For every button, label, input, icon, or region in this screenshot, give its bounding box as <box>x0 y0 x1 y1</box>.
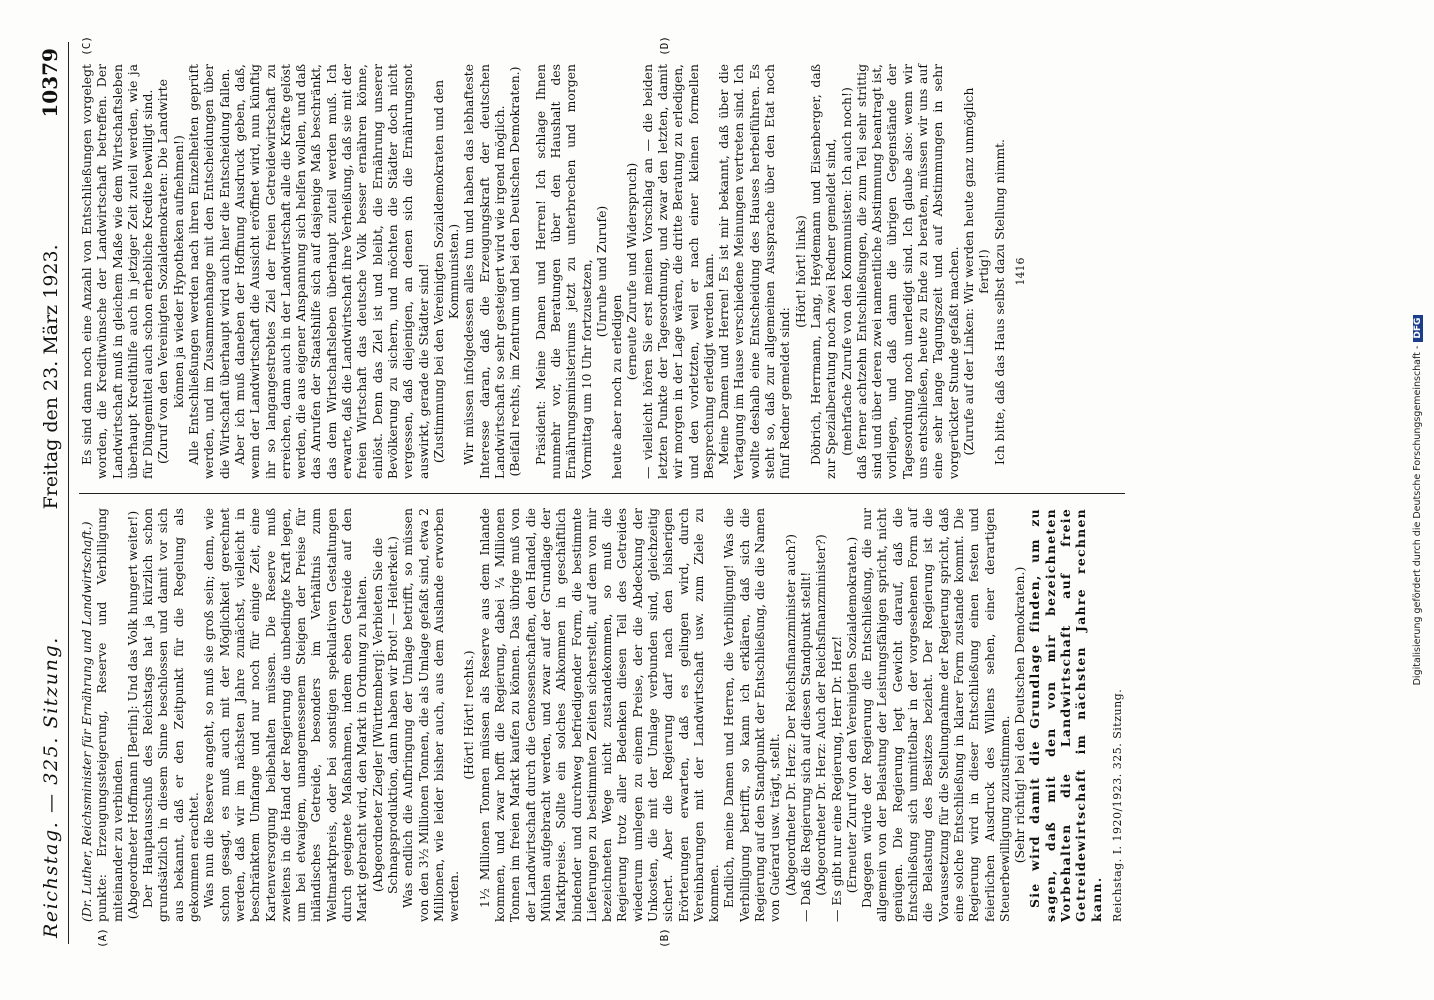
page-header <box>38 42 69 944</box>
margin-mark-d: (D) <box>658 36 671 56</box>
header-left: Reichstag. — 325. Sitzung. <box>40 636 62 938</box>
interjection: (Abgeordneter Hoffmann [Berlin]: Und das Volk hungert weiter!) <box>124 510 140 920</box>
right-column <box>79 36 1125 493</box>
paragraph: — Es gibt nur eine Regierung, Herr Dr. Herz! <box>828 635 844 922</box>
paragraph: Döbrich, Herrmann, Lang, Heydemann und Eisenberger, daß zur Spezialberatung noch zwei Redner gemeldet sind, <box>807 64 839 479</box>
paragraph: Alle Entschließungen werden nach ihren Einzelheiten geprüft werden, und im Zusammenhange mit den Entscheidungen über die Wirtschaft überhaupt wird auch hier die Entscheidung fallen. <box>186 64 232 479</box>
paragraph: Dagegen würde der Regierung die Entschließung, die nur allgemein von der Belastung der Leistungsfähigen spricht, nicht genügen. Die Regierung legt Gewicht darauf, daß die Entschließung sich unmittelbar in der vorgesehenen Form auf die Belastung des Besitzes bezieht. Der Regierung ist die Voraussetzung für die Stellungnahme der Regierung spricht, daß eine solche Entschließung in klarer Form zustande kommt. Die Regierung wird in dieser Entschließung einen festen und feierlichen Ausdruck des Willens sehen, einer derartigen Steuerbewilligung zuzustimmen. <box>859 508 1012 922</box>
paragraph: Es sind dann noch eine Anzahl von Entschließungen vorgelegt worden, die Kreditwünsche der Landwirtschaft betreffen. Der Landwirtschaft muß in gleichem Maße wie dem Wirtschaftsleben überhaupt Kredithilfe auch in jetziger Zeit zuteil werden, wie ja für Düngemittel auch schon erhebliche Kredite bewilligt sind. <box>79 64 156 479</box>
interjection: (Sehr richtig! bei den Deutschen Demokraten.) <box>1012 566 1028 864</box>
interjection: (Abgeordneter Dr. Herz: Auch der Reichsfinanzminister?) <box>813 534 829 896</box>
paragraph: 1½ Millionen Tonnen müssen als Reserve aus dem Inlande kommen, und zwar hofft die Regierung, dabei ¼ Millionen Tonnen im freien Markt kaufen zu können. Das übrige muß von der Landwirtschaft durch die Genossenschaften, den Handel, die Mühlen aufgebracht werden, und zwar auf der Grundlage der Marktpreise. Sollte ein solches Abkommen in geschäftlich bindender und durchweg befriedigender Form, die bestimmte Lieferungen zu bestimmten Zeiten sicherstellt, auf dem von mir bezeichneten Wege nicht zustandekommen, so muß die Regierung trotz aller Bedenken diesen Teil des Getreides wiederum umlegen zu einem Preise, der die Abdeckung der Unkosten, die mit der Umlage verbunden sind, gleichzeitig sichert. Aber die Regierung darf nach den bisherigen Erörterungen erwarten, daß es gelingen wird, durch Vereinbarungen mit der Landwirtschaft usw. zum Ziele zu kommen. <box>476 508 722 922</box>
paragraph: Endlich, meine Damen und Herren, die Verbilligung! Was die Verbilligung betrifft, so kann ich erklären, daß sich die Regierung auf den Standpunkt der Entschließung, die die Namen von Guérard usw. trägt, stellt. <box>721 508 783 922</box>
interjection: (Abgeordneter Dr. Herz: Der Reichsfinanzminister auch?) <box>782 534 798 896</box>
dfg-logo: DFG <box>1413 315 1423 342</box>
digitization-text: Digitalisierung gefördert durch die Deutsche Forschungsgemeinschaft - <box>1412 345 1423 686</box>
interjection: (Zurufe auf der Linken: Wir werden heute ganz unmöglich fertig!) <box>960 87 992 456</box>
interjection: (Hört! hört! links) <box>792 215 808 328</box>
speaker-note: (Dr. Luther, Reichsminister für Ernährung und Landwirtschaft.) <box>79 521 94 922</box>
paragraph: — vielleicht hören Sie erst meinen Vorschlag an — die beiden letzten Punkte der Tagesordnung, und zwar den letzten, damit wir morgen in der Lage wären, die dritte Beratung zu erledigen, und den vorletzten, weil er nach einer kleinen formellen Besprechung erledigt werden kann. <box>639 64 716 479</box>
sheet-number: 1416 <box>1013 257 1027 286</box>
paragraph: Was nun die Reserve angeht, so muß sie groß sein; denn, wie schon gesagt, es muß auch mit der Möglichkeit gerechnet werden, daß wir im nächsten Jahre zunächst, vielleicht in beschränktem Umfange und nur noch für einige Zeit, eine Kartenversorgung beibehalten müssen. Die Reserve muß zweitens in die Hand der Regierung die unbedingte Kraft legen, um bei etwaigem, unangemessenem Steigen der Preise für inländisches Getreide, besonders im Verhältnis zum Weltmarktpreis, oder bei sonstigen spekulativen Gestaltungen durch geeignete Maßnahmen, indem eben Getreide auf den Markt gebracht wird, den Markt in Ordnung zu halten. <box>201 508 370 922</box>
paragraph: Der Hauptausschuß des Reichstags hat ja kürzlich schon grundsätzlich in diesem Sinne beschlossen und damit vor sich aus bekannt, daß er den Zeitpunkt für die Regelung als gekommen erachtet. <box>140 508 202 922</box>
paragraph: Sie wird damit die Grundlage finden, um zu sagen, daß mit den von mir bezeichneten Vorbehalten die Landwirtschaft auf freie Getreidewirtschaft im nächsten Jahre rechnen kann. <box>1027 508 1104 922</box>
page-number: 10379 <box>38 48 62 118</box>
interjection: (Zuruf von den Vereinigten Sozialdemokraten: Die Landwirte können ja wieder Hypotheken aufnehmen!) <box>155 79 186 464</box>
president-speech: Präsident: Meine Damen und Herren! Ich schlage Ihnen nunmehr vor, die Beratungen über den Haushalt des Ernährungsministeriums jetzt zu unterbrechen und morgen Vormittag um 10 Uhr fortzusetzen, <box>532 64 594 479</box>
header-date: Freitag den 23. März 1923. <box>40 244 62 510</box>
paragraph: heute aber noch zu erledigen <box>609 294 625 479</box>
paragraph: Meine Damen und Herren! Es ist mir bekannt, daß über die Vertagung im Hause verschiedene Meinungen vertreten sind. Ich wollte deshalb eine Entscheidung des Hauses herbeiführen. Es steht so, daß zur allgemeinen Aussprache über den Etat noch fünf Redner gemeldet sind: <box>716 64 793 479</box>
paragraph: daß ferner achtzehn Entschließungen, die zum Teil sehr strittig sind und über deren zwei namentliche Abstimmung beantragt ist, vorliegen, und daß dann die übrigen Gegenstände der Tagesordnung noch unerledigt sind. Ich glaube also: wenn wir uns entschließen, heute zu Ende zu beraten, müssen wir uns auf eine sehr lange Tagungszeit und auf Abstimmungen in sehr vorgerückter Stunde gefaßt machen. <box>853 64 961 479</box>
paragraph: Ich bitte, daß das Haus selbst dazu Stellung nimmt. <box>991 139 1007 465</box>
interjection: (Unruhe und Zurufe) <box>593 205 609 338</box>
digitization-note <box>1412 10 1426 990</box>
interjection: (Zustimmung bei den Vereinigten Sozialdemokraten und den Kommunisten.) <box>430 79 462 464</box>
page-footer: Reichstag. I. 1920/1923. 325. Sitzung. <box>1110 688 1124 922</box>
margin-mark-a: (A) <box>96 928 109 948</box>
paragraph: Wir müssen infolgedessen alles tun und haben das lebhafteste Interesse daran, daß die Erzeugungskraft der deutschen Landwirtschaft so sehr gesteigert wird wie irgend möglich. <box>461 64 508 479</box>
document-page <box>20 20 1380 980</box>
interjection: (Erneuter Zuruf von den Vereinigten Sozialdemokraten.) <box>843 536 859 894</box>
interjection: (Hört! Hört! rechts.) <box>461 650 477 780</box>
interjection: (mehrfache Zurufe von den Kommunisten: Ich auch noch!) <box>838 87 854 456</box>
margin-mark-c: (C) <box>80 36 93 56</box>
paragraph: — Daß die Regierung sich auf diesen Standpunkt stellt! <box>797 571 813 922</box>
paragraph: Was endlich die Aufbringung der Umlage betrifft, so müssen von den 3½ Millionen Tonnen, die als Umlage gefaßt sind, etwa 2 Millionen, wie leider bisher auch, aus dem Auslande erworben werden. <box>400 508 462 922</box>
left-column <box>79 493 1125 948</box>
interjection: (erneute Zurufe und Widerspruch) <box>624 162 640 381</box>
two-column-body <box>79 36 1125 948</box>
paragraph: Aber ich muß daneben der Hoffnung Ausdruck geben, daß, wenn der Landwirtschaft die Aussicht eröffnet wird, nun künftig ihr so langangestrebtes Ziel der freien Getreidewirtschaft zu erreichen, dann auch in der Landwirtschaft alle die Kräfte gelöst werden, die aus eigener Anspannung sich helfen wollen, und daß das Anrufen der Staatshilfe sich auf dasjenige Maß beschränkt, das dem Wirtschaftsleben überhaupt zuteil werden muß. Ich erwarte, daß die Landwirtschaft ihre Verheißung, daß sie mit der freien Wirtschaft das deutsche Volk besser ernähren könne, einlöst. Denn das Ziel ist und bleibt, die Ernährung unserer Bevölkerung zu sichern, und möchten die Städter doch nicht vergessen, daß diejenigen, an denen sich die Ernährungsnot auswirkt, gerade die Städter sind! <box>231 64 431 479</box>
interjection: (Abgeordneter Ziegler [Württemberg]: Verbieten Sie die Schnapsproduktion, dann haben wir Brot! — Heiterkeit.) <box>369 536 400 894</box>
margin-mark-b: (B) <box>658 928 671 948</box>
paragraph: punkte: Erzeugungssteigerung, Reserve und Verbilligung miteinander zu verbinden. <box>94 508 125 922</box>
interjection: (Beifall rechts, im Zentrum und bei den Deutschen Demokraten.) <box>507 66 523 477</box>
